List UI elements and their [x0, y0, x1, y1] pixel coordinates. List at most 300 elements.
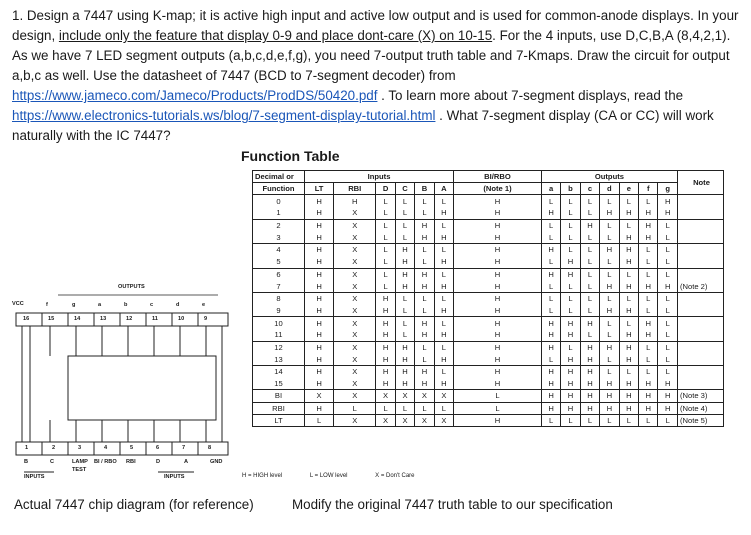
row-input-cell: H — [376, 341, 395, 353]
row-output-cell: H — [619, 341, 638, 353]
header-lt: LT — [305, 183, 334, 195]
row-note — [678, 341, 724, 353]
row-input-cell: H — [415, 378, 434, 390]
row-input-cell: H — [376, 329, 395, 341]
table-row — [253, 231, 724, 243]
row-output-cell: L — [658, 256, 678, 268]
row-input-cell: H — [415, 329, 434, 341]
row-input-cell: L — [415, 195, 434, 207]
row-input-cell: H — [415, 268, 434, 280]
row-input-cell: X — [434, 390, 453, 402]
row-input-cell: X — [334, 414, 376, 426]
row-input-cell: H — [415, 317, 434, 329]
row-output-cell: L — [541, 195, 560, 207]
row-decimal: 4 — [253, 244, 305, 256]
row-output-cell: H — [561, 390, 580, 402]
row-output-cell: L — [580, 280, 599, 292]
row-input-cell: X — [334, 353, 376, 365]
row-input-cell: X — [415, 390, 434, 402]
row-output-cell: L — [561, 219, 580, 231]
header-a: A — [434, 183, 453, 195]
row-output-cell: H — [619, 280, 638, 292]
row-decimal: 11 — [253, 329, 305, 341]
row-input-cell: L — [415, 207, 434, 219]
row-output-cell: H — [541, 402, 560, 414]
question-underlined: include only the feature that display 0-9 and place dont-care (X) on 10-15 — [58, 28, 493, 43]
table-legend — [242, 473, 441, 479]
row-output-cell: H — [658, 378, 678, 390]
row-input-cell: H — [395, 378, 414, 390]
row-output-cell: H — [658, 195, 678, 207]
row-output-cell: L — [658, 366, 678, 378]
row-input-cell: H — [305, 195, 334, 207]
row-output-cell: L — [580, 329, 599, 341]
row-output-cell: L — [619, 219, 638, 231]
pin-number: 8 — [208, 445, 212, 451]
pin-number: 4 — [104, 445, 108, 451]
row-decimal: 9 — [253, 305, 305, 317]
row-decimal: LT — [253, 414, 305, 426]
row-output-cell: L — [639, 366, 658, 378]
row-input-cell: H — [305, 329, 334, 341]
row-output-cell: L — [541, 414, 560, 426]
row-output-cell: H — [619, 378, 638, 390]
row-note — [678, 195, 724, 207]
caption-chip-diagram: Actual 7447 chip diagram (for reference) — [14, 497, 254, 512]
header-note: Note — [678, 171, 724, 195]
row-output-cell: L — [600, 414, 619, 426]
row-output-cell: H — [619, 390, 638, 402]
row-output-cell: H — [658, 390, 678, 402]
table-row — [253, 244, 724, 256]
row-birbo-cell: H — [454, 378, 542, 390]
row-output-cell: H — [580, 317, 599, 329]
row-output-cell: H — [600, 305, 619, 317]
row-output-cell: H — [561, 329, 580, 341]
row-input-cell: H — [334, 195, 376, 207]
header-d: D — [376, 183, 395, 195]
row-input-cell: H — [305, 366, 334, 378]
row-input-cell: X — [334, 231, 376, 243]
row-input-cell: X — [334, 268, 376, 280]
row-input-cell: H — [376, 378, 395, 390]
row-birbo-cell: H — [454, 366, 542, 378]
row-output-cell: L — [600, 219, 619, 231]
row-output-cell: L — [561, 280, 580, 292]
row-output-cell: H — [580, 378, 599, 390]
row-input-cell: L — [415, 341, 434, 353]
row-birbo-cell: H — [454, 353, 542, 365]
row-output-cell: L — [639, 244, 658, 256]
row-output-cell: H — [600, 341, 619, 353]
row-output-cell: L — [600, 329, 619, 341]
row-note: (Note 5) — [678, 414, 724, 426]
row-output-cell: L — [639, 353, 658, 365]
row-output-cell: L — [600, 195, 619, 207]
row-output-cell: H — [561, 268, 580, 280]
legend-low: L = LOW level — [309, 473, 348, 479]
row-input-cell: L — [376, 219, 395, 231]
row-input-cell: X — [415, 414, 434, 426]
row-output-cell: H — [541, 390, 560, 402]
row-output-cell: L — [561, 195, 580, 207]
row-output-cell: H — [639, 219, 658, 231]
row-output-cell: L — [600, 231, 619, 243]
table-row — [253, 390, 724, 402]
header-out-e: e — [619, 183, 638, 195]
row-input-cell: H — [376, 317, 395, 329]
header-c: C — [395, 183, 414, 195]
row-output-cell: L — [639, 256, 658, 268]
row-output-cell: H — [600, 390, 619, 402]
segment-letter: f — [46, 302, 48, 308]
row-output-cell: H — [600, 402, 619, 414]
row-output-cell: L — [541, 353, 560, 365]
row-birbo-cell: H — [454, 280, 542, 292]
row-decimal: BI — [253, 390, 305, 402]
function-table — [252, 170, 724, 427]
row-input-cell: L — [434, 341, 453, 353]
header-b: B — [415, 183, 434, 195]
jameco-datasheet-link[interactable]: https://www.jameco.com/Jameco/Products/ProdDS/50420.pdf — [12, 88, 378, 103]
seven-segment-tutorial-link[interactable]: https://www.electronics-tutorials.ws/blog/7-segment-display-tutorial.html — [12, 108, 436, 123]
row-output-cell: L — [580, 231, 599, 243]
row-output-cell: L — [600, 366, 619, 378]
row-output-cell: H — [541, 244, 560, 256]
row-output-cell: H — [561, 402, 580, 414]
row-output-cell: L — [619, 317, 638, 329]
row-input-cell: X — [334, 280, 376, 292]
row-output-cell: H — [639, 402, 658, 414]
function-table-title: Function Table — [241, 148, 340, 164]
row-output-cell: H — [658, 280, 678, 292]
header-decimal: Decimal or — [253, 171, 305, 183]
row-output-cell: L — [658, 244, 678, 256]
row-output-cell: L — [639, 195, 658, 207]
segment-letter: b — [124, 302, 128, 308]
pin-function: B — [24, 459, 29, 465]
row-input-cell: L — [415, 353, 434, 365]
row-output-cell: H — [639, 390, 658, 402]
header-rbi: RBI — [334, 183, 376, 195]
row-output-cell: H — [580, 353, 599, 365]
row-input-cell: H — [415, 280, 434, 292]
row-input-cell: L — [415, 292, 434, 304]
row-output-cell: L — [619, 195, 638, 207]
row-input-cell: H — [305, 207, 334, 219]
row-birbo-cell: H — [454, 268, 542, 280]
row-output-cell: H — [541, 366, 560, 378]
row-input-cell: L — [434, 195, 453, 207]
row-output-cell: L — [561, 292, 580, 304]
row-note — [678, 366, 724, 378]
row-output-cell: L — [600, 256, 619, 268]
pin-function: D — [156, 459, 161, 465]
row-birbo-cell: H — [454, 414, 542, 426]
row-output-cell: H — [639, 280, 658, 292]
row-output-cell: L — [658, 414, 678, 426]
row-output-cell: H — [561, 317, 580, 329]
row-note — [678, 329, 724, 341]
row-input-cell: X — [334, 219, 376, 231]
row-output-cell: H — [639, 378, 658, 390]
header-out-b: b — [561, 183, 580, 195]
pin-number: 3 — [78, 445, 82, 451]
row-output-cell: H — [658, 402, 678, 414]
row-input-cell: H — [434, 256, 453, 268]
row-input-cell: X — [334, 366, 376, 378]
row-input-cell: L — [376, 268, 395, 280]
row-output-cell: L — [541, 256, 560, 268]
header-out-g: g — [658, 183, 678, 195]
row-input-cell: L — [434, 292, 453, 304]
row-input-cell: H — [305, 353, 334, 365]
row-output-cell: L — [561, 231, 580, 243]
table-row — [253, 329, 724, 341]
row-input-cell: H — [305, 305, 334, 317]
row-decimal: 13 — [253, 353, 305, 365]
row-birbo-cell: H — [454, 244, 542, 256]
row-output-cell: H — [658, 207, 678, 219]
row-input-cell: L — [434, 317, 453, 329]
row-input-cell: H — [395, 353, 414, 365]
row-input-cell: H — [395, 280, 414, 292]
header-out-d: d — [600, 183, 619, 195]
row-decimal: 2 — [253, 219, 305, 231]
table-row — [253, 292, 724, 304]
row-input-cell: H — [376, 366, 395, 378]
row-output-cell: L — [580, 292, 599, 304]
pin-number: 6 — [156, 445, 160, 451]
header-function: Function — [253, 183, 305, 195]
row-input-cell: L — [415, 244, 434, 256]
row-birbo-cell: H — [454, 231, 542, 243]
row-output-cell: L — [658, 317, 678, 329]
row-output-cell: L — [580, 256, 599, 268]
outputs-label: OUTPUTS — [118, 284, 145, 290]
table-row — [253, 402, 724, 414]
row-output-cell: L — [600, 268, 619, 280]
row-output-cell: H — [580, 341, 599, 353]
row-input-cell: H — [376, 353, 395, 365]
row-output-cell: H — [619, 353, 638, 365]
row-output-cell: L — [639, 414, 658, 426]
row-output-cell: L — [619, 414, 638, 426]
row-output-cell: H — [619, 256, 638, 268]
table-row — [253, 207, 724, 219]
question-part2: . For the 4 inputs, use D,C,B,A (8,4,2,1). As we have 7 LED segment outputs (a,b,c,d,e,f,g), you need 7-output truth table and 7-Kmaps. Draw the circuit for output a,b,c as well. Use the datasheet of 7447 (BCD to 7-segment decoder) from — [12, 28, 731, 83]
row-input-cell: H — [415, 366, 434, 378]
row-input-cell: X — [376, 414, 395, 426]
row-decimal: 12 — [253, 341, 305, 353]
row-output-cell: L — [580, 207, 599, 219]
question-part4: . What 7-segment display (CA or CC) will work naturally with the IC 7447? — [12, 108, 714, 143]
row-decimal: 3 — [253, 231, 305, 243]
row-output-cell: L — [580, 414, 599, 426]
question-part1: 1. Design a 7447 using K-map; it is active high input and active low output and is used for common-anode displays. In your design, — [12, 8, 739, 43]
legend-high: H = HIGH level — [242, 473, 283, 479]
row-input-cell: L — [415, 402, 434, 414]
segment-letter: e — [202, 302, 206, 308]
row-output-cell: H — [600, 244, 619, 256]
row-birbo-cell: H — [454, 305, 542, 317]
row-input-cell: L — [415, 305, 434, 317]
row-input-cell: H — [305, 268, 334, 280]
chip-diagram — [10, 280, 242, 490]
row-input-cell: H — [305, 317, 334, 329]
row-decimal: 0 — [253, 195, 305, 207]
pin-number: 12 — [126, 316, 133, 322]
pin-number: 16 — [23, 316, 30, 322]
row-output-cell: L — [541, 280, 560, 292]
row-output-cell: H — [541, 341, 560, 353]
row-output-cell: H — [541, 378, 560, 390]
row-input-cell: L — [395, 219, 414, 231]
row-input-cell: H — [305, 341, 334, 353]
row-input-cell: X — [305, 390, 334, 402]
pin-function: BI / RBO — [94, 459, 117, 465]
pin-number: 2 — [52, 445, 56, 451]
row-output-cell: L — [580, 244, 599, 256]
row-output-cell: L — [561, 414, 580, 426]
row-input-cell: H — [434, 353, 453, 365]
segment-letter: c — [150, 302, 154, 308]
row-output-cell: L — [619, 268, 638, 280]
row-birbo-cell: H — [454, 219, 542, 231]
row-output-cell: H — [541, 329, 560, 341]
row-decimal: 10 — [253, 317, 305, 329]
row-note — [678, 353, 724, 365]
row-output-cell: L — [561, 244, 580, 256]
row-output-cell: H — [561, 366, 580, 378]
row-input-cell: H — [415, 231, 434, 243]
row-input-cell: L — [415, 256, 434, 268]
row-output-cell: L — [561, 305, 580, 317]
row-input-cell: X — [334, 341, 376, 353]
row-input-cell: X — [334, 244, 376, 256]
row-output-cell: H — [600, 378, 619, 390]
pin-number: 14 — [74, 316, 81, 322]
row-input-cell: H — [434, 378, 453, 390]
row-note — [678, 292, 724, 304]
row-input-cell: L — [376, 195, 395, 207]
row-birbo-cell: H — [454, 195, 542, 207]
header-birbo: BI/RBO — [454, 171, 542, 183]
row-note — [678, 219, 724, 231]
table-row — [253, 195, 724, 207]
row-note — [678, 317, 724, 329]
table-row — [253, 219, 724, 231]
row-output-cell: H — [580, 390, 599, 402]
row-decimal: 15 — [253, 378, 305, 390]
row-output-cell: H — [639, 207, 658, 219]
header-out-c: c — [580, 183, 599, 195]
table-row — [253, 256, 724, 268]
pin-function: A — [184, 459, 189, 465]
legend-dontcare: X = Don't Care — [375, 473, 415, 479]
row-input-cell: L — [395, 195, 414, 207]
pin-number: 10 — [178, 316, 185, 322]
row-decimal: 14 — [253, 366, 305, 378]
row-input-cell: H — [395, 268, 414, 280]
row-output-cell: H — [619, 305, 638, 317]
table-row — [253, 268, 724, 280]
row-birbo-cell: H — [454, 341, 542, 353]
row-output-cell: L — [639, 292, 658, 304]
row-note — [678, 244, 724, 256]
header-out-a: a — [541, 183, 560, 195]
row-output-cell: H — [541, 207, 560, 219]
row-input-cell: H — [395, 244, 414, 256]
row-output-cell: H — [541, 317, 560, 329]
row-input-cell: L — [395, 317, 414, 329]
row-input-cell: L — [395, 231, 414, 243]
pin-number: 13 — [100, 316, 107, 322]
row-output-cell: L — [580, 268, 599, 280]
header-note1: (Note 1) — [454, 183, 542, 195]
row-input-cell: H — [434, 207, 453, 219]
pin-function: GND — [210, 459, 223, 465]
pin-number: 1 — [25, 445, 29, 451]
row-input-cell: X — [334, 305, 376, 317]
row-input-cell: X — [334, 390, 376, 402]
row-output-cell: H — [619, 207, 638, 219]
row-output-cell: H — [561, 353, 580, 365]
row-input-cell: X — [395, 414, 414, 426]
row-output-cell: L — [600, 292, 619, 304]
row-input-cell: X — [334, 292, 376, 304]
row-output-cell: H — [600, 207, 619, 219]
row-input-cell: X — [376, 390, 395, 402]
pin-number: 9 — [204, 316, 208, 322]
row-input-cell: X — [395, 390, 414, 402]
pin-number: 7 — [182, 445, 186, 451]
row-input-cell: H — [434, 231, 453, 243]
row-output-cell: L — [580, 305, 599, 317]
row-output-cell: L — [600, 317, 619, 329]
row-output-cell: L — [658, 219, 678, 231]
row-input-cell: H — [305, 231, 334, 243]
row-input-cell: L — [395, 329, 414, 341]
row-input-cell: H — [376, 292, 395, 304]
row-input-cell: H — [434, 280, 453, 292]
row-note — [678, 378, 724, 390]
vcc-label: VCC — [12, 301, 24, 307]
row-input-cell: L — [434, 366, 453, 378]
row-note — [678, 305, 724, 317]
row-output-cell: H — [619, 329, 638, 341]
row-note — [678, 256, 724, 268]
table-row — [253, 317, 724, 329]
row-note: (Note 3) — [678, 390, 724, 402]
row-input-cell: L — [376, 231, 395, 243]
row-input-cell: H — [305, 292, 334, 304]
row-input-cell: H — [395, 366, 414, 378]
row-input-cell: L — [376, 256, 395, 268]
row-input-cell: L — [395, 207, 414, 219]
header-outputs: Outputs — [541, 171, 677, 183]
row-input-cell: L — [376, 207, 395, 219]
row-output-cell: L — [580, 195, 599, 207]
pin-number: 5 — [130, 445, 134, 451]
row-output-cell: H — [561, 256, 580, 268]
row-decimal: 5 — [253, 256, 305, 268]
row-decimal: RBI — [253, 402, 305, 414]
row-input-cell: L — [376, 280, 395, 292]
row-output-cell: L — [658, 305, 678, 317]
pin-number: 11 — [152, 316, 158, 322]
row-birbo-cell: L — [454, 402, 542, 414]
